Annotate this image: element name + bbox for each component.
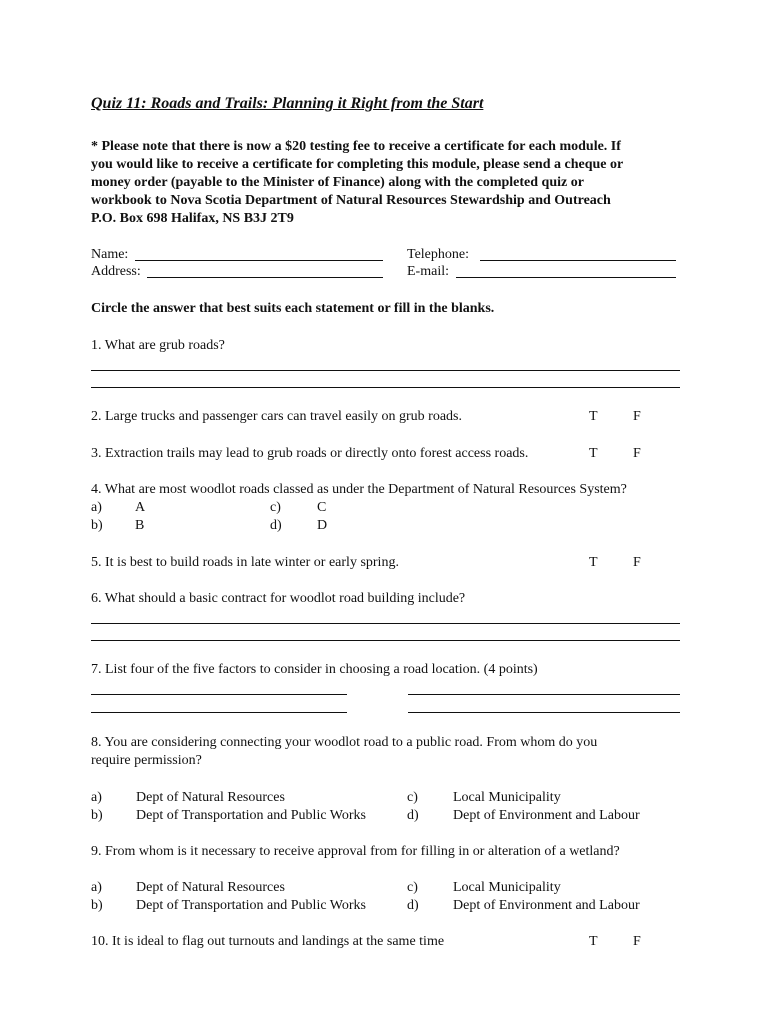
option-value[interactable]: Local Municipality xyxy=(453,880,561,895)
question-9: 9. From whom is it necessary to receive approval from for filling in or alteration of a wetland? xyxy=(91,844,620,859)
option-letter: d) xyxy=(407,898,419,913)
email-label: E-mail: xyxy=(407,264,449,279)
true-option[interactable]: T xyxy=(589,934,598,949)
option-letter: a) xyxy=(91,500,102,515)
question-5: 5. It is best to build roads in late winter or early spring. xyxy=(91,555,399,570)
option-value[interactable]: Dept of Environment and Labour xyxy=(453,808,640,823)
option-value[interactable]: A xyxy=(135,500,146,515)
quiz-title: Quiz 11: Roads and Trails: Planning it Right from the Start xyxy=(91,95,484,112)
instructions: Circle the answer that best suits each statement or fill in the blanks. xyxy=(91,301,495,316)
true-option[interactable]: T xyxy=(589,446,598,461)
name-field[interactable] xyxy=(135,246,383,261)
question-8: 8. You are considering connecting your woodlot road to a public road. From whom do you xyxy=(91,735,598,750)
question-1: 1. What are grub roads? xyxy=(91,338,225,353)
answer-line[interactable] xyxy=(91,694,347,695)
answer-line[interactable] xyxy=(91,623,680,624)
option-letter: c) xyxy=(407,790,418,805)
fee-note-line: * Please note that there is now a $20 testing fee to receive a certificate for each module. If xyxy=(91,139,621,154)
fee-note-line: money order (payable to the Minister of Finance) along with the completed quiz or xyxy=(91,175,584,190)
address-field[interactable] xyxy=(147,263,383,278)
option-value[interactable]: Dept of Transportation and Public Works xyxy=(136,808,366,823)
question-7: 7. List four of the five factors to consider in choosing a road location. (4 points) xyxy=(91,662,538,677)
option-value[interactable]: Dept of Transportation and Public Works xyxy=(136,898,366,913)
question-6: 6. What should a basic contract for woodlot road building include? xyxy=(91,591,466,606)
option-letter: a) xyxy=(91,790,102,805)
option-value[interactable]: Local Municipality xyxy=(453,790,561,805)
email-field[interactable] xyxy=(456,263,676,278)
question-8-cont: require permission? xyxy=(91,753,202,768)
true-option[interactable]: T xyxy=(589,555,598,570)
fee-note-line: P.O. Box 698 Halifax, NS B3J 2T9 xyxy=(91,211,294,226)
option-letter: a) xyxy=(91,880,102,895)
false-option[interactable]: F xyxy=(633,555,641,570)
fee-note-line: workbook to Nova Scotia Department of Natural Resources Stewardship and Outreach xyxy=(91,193,611,208)
answer-line[interactable] xyxy=(91,712,347,713)
false-option[interactable]: F xyxy=(633,409,641,424)
question-3: 3. Extraction trails may lead to grub roads or directly onto forest access roads. xyxy=(91,446,529,461)
answer-line[interactable] xyxy=(408,712,680,713)
option-value[interactable]: D xyxy=(317,518,328,533)
option-letter: d) xyxy=(407,808,419,823)
option-value[interactable]: Dept of Natural Resources xyxy=(136,790,285,805)
false-option[interactable]: F xyxy=(633,446,641,461)
question-2: 2. Large trucks and passenger cars can travel easily on grub roads. xyxy=(91,409,462,424)
option-letter: b) xyxy=(91,808,103,823)
telephone-label: Telephone: xyxy=(407,247,469,262)
answer-line[interactable] xyxy=(91,640,680,641)
option-letter: c) xyxy=(270,500,281,515)
true-option[interactable]: T xyxy=(589,409,598,424)
address-label: Address: xyxy=(91,264,141,279)
false-option[interactable]: F xyxy=(633,934,641,949)
telephone-field[interactable] xyxy=(480,246,676,261)
fee-note xyxy=(91,138,691,228)
question-10: 10. It is ideal to flag out turnouts and landings at the same time xyxy=(91,934,445,949)
question-4: 4. What are most woodlot roads classed as under the Department of Natural Resources System? xyxy=(91,482,627,497)
option-value[interactable]: Dept of Environment and Labour xyxy=(453,898,640,913)
option-letter: b) xyxy=(91,518,103,533)
fee-note-line: you would like to receive a certificate for completing this module, please send a cheque or xyxy=(91,157,624,172)
option-value[interactable]: C xyxy=(317,500,327,515)
option-value[interactable]: B xyxy=(135,518,145,533)
answer-line[interactable] xyxy=(408,694,680,695)
answer-line[interactable] xyxy=(91,370,680,371)
answer-line[interactable] xyxy=(91,387,680,388)
option-letter: d) xyxy=(270,518,282,533)
option-letter: c) xyxy=(407,880,418,895)
option-letter: b) xyxy=(91,898,103,913)
name-label: Name: xyxy=(91,247,129,262)
option-value[interactable]: Dept of Natural Resources xyxy=(136,880,285,895)
